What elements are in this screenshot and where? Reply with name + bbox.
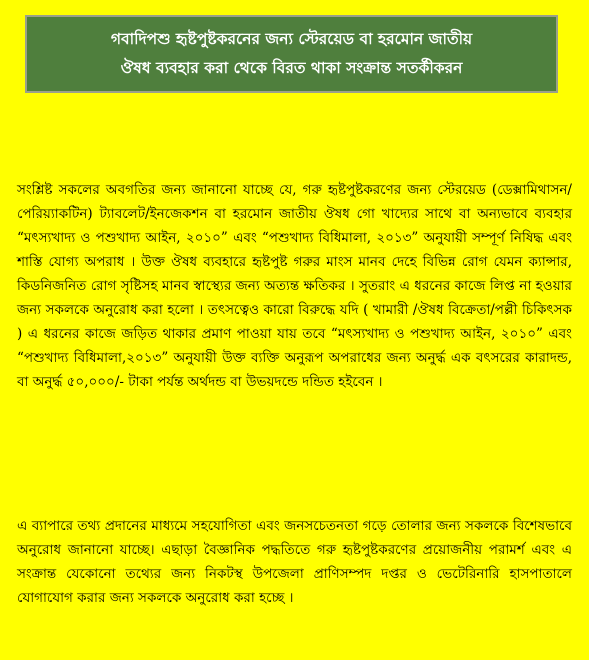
notice-title-line-1: গবাদিপশু হৃষ্টপুষ্টকরনের জন্য স্টেরয়েড বা হরমোন জাতীয় bbox=[110, 30, 473, 48]
notice-title-line-2: ঔষধ ব্যবহার করা থেকে বিরত থাকা সংক্রান্ত সতর্কীকরন bbox=[120, 59, 463, 77]
notice-paragraph-request: এ ব্যাপারে তথ্য প্রদানের মাধ্যমে সহযোগিতা এবং জনসচেতনতা গড়ে তোলার জন্য সকলকে বিশেষভাবে অনুরোধ জানানো যাচ্ছে। এছাড়া বৈজ্ঞানিক পদ্ধতিতে গরু হৃষ্টপুষ্টকরণের প্রয়োজনীয় পরামর্শ এবং এ সংক্রান্ত যেকোনো তথ্যের জন্য নিকটস্থ উপজেলা প্রাণিসম্পদ দপ্তর ও ভেটেরিনারি হাসপাতালে যোগাযোগ করার জন্য সকলকে অনুরোধ করা হচ্ছে । bbox=[17, 518, 572, 606]
notice-title-box bbox=[25, 15, 558, 93]
notice-paragraph-warning: সংশ্লিষ্ট সকলের অবগতির জন্য জানানো যাচ্ছে যে, গরু হৃষ্টপুষ্টকরণের জন্য স্টেরয়েড (ডেক্সামিথাসন/পেরিয়্যাকটিন) ট্যাবলেট/ইনজেকশন বা হরমোন জাতীয় ঔষধ গো খাদ্যের সাথে বা অন্যভাবে ব্যবহার “মৎস্যখাদ্য ও পশুখাদ্য আইন, ২০১০” এবং “পশুখাদ্য বিধিমালা, ২০১৩” অনুযায়ী সম্পূর্ণ নিষিদ্ধ এবং শাস্তি যোগ্য অপরাধ । উক্ত ঔষধ ব্যবহারে হৃষ্টপুষ্ট গরুর মাংস মানব দেহে বিভিন্ন রোগ যেমন ক্যান্সার, কিডনিজনিত রোগ সৃষ্টিসহ মানব স্বাস্থ্যের জন্য অত্যন্ত ক্ষতিকর । সুতরাং এ ধরনের কাজে লিপ্ত না হওয়ার জন্য সকলকে অনুরোধ করা হলো । তৎসত্বেও কারো বিরুদ্ধে যদি ( খামারী /ঔষধ বিক্রেতা/পল্লী চিকিৎসক ) এ ধরনের কাজে জড়িত থাকার প্রমাণ পাওয়া যায় তবে “মৎস্যখাদ্য ও পশুখাদ্য আইন, ২০১০” এবং “পশুখাদ্য বিধিমালা,২০১৩” অনুযায়ী উক্ত ব্যক্তি অনুরূপ অপরাধের জন্য অনুর্দ্ধ এক বৎসরের কারাদন্ড, বা অনুর্দ্ধ ৫০,০০০/- টাকা পর্যন্ত অর্থদন্ড বা উভয়দন্ডে দন্ডিত হইবেন । bbox=[17, 182, 572, 390]
